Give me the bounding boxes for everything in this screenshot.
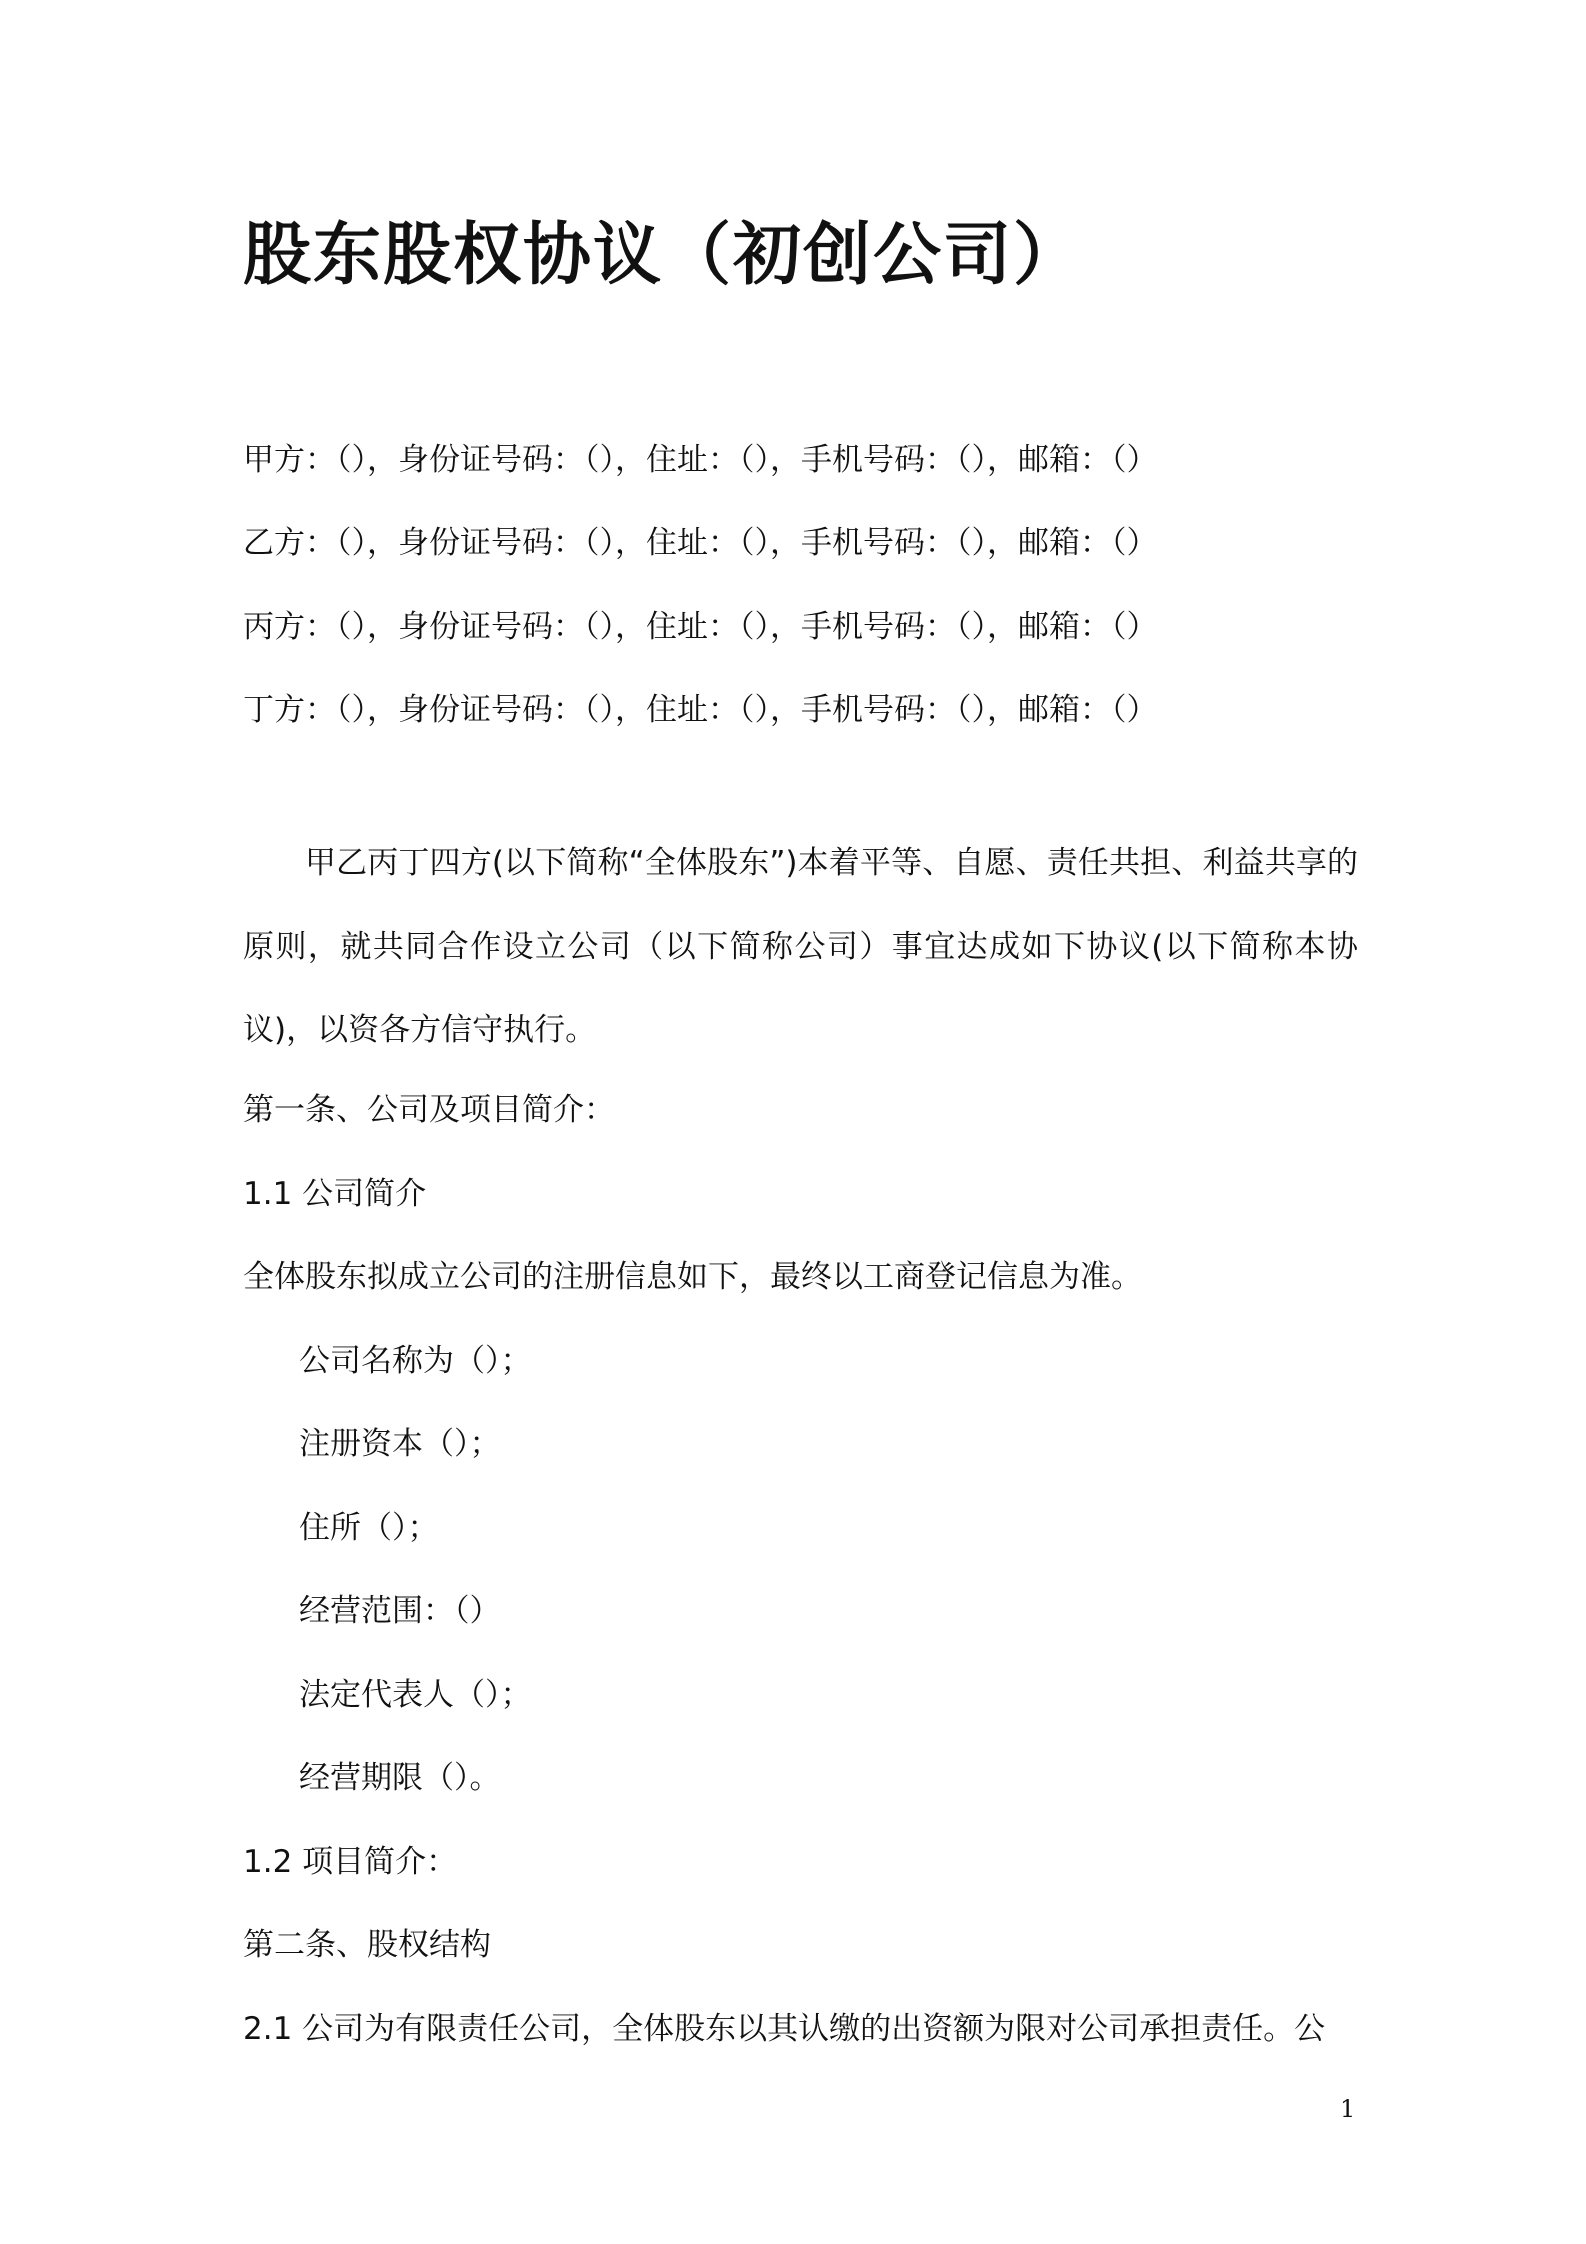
company-item-capital: 注册资本（）；: [299, 1426, 501, 1462]
party-line-jia: 甲方：（），身份证号码：（），住址：（），手机号码：（），邮箱：（）: [243, 442, 1158, 478]
intro-paragraph: 甲乙丙丁四方(以下简称“全体股东”)本着平等、自愿、责任共担、利益共享的原则，就共同合作设立公司（以下简称公司）事宜达成如下协议(以下简称本协议)，以资各方信守执行。: [243, 845, 1358, 1048]
section-1-1-text: 全体股东拟成立公司的注册信息如下，最终以工商登记信息为准。: [243, 1259, 1142, 1295]
company-item-address: 住所（）；: [299, 1510, 439, 1546]
section-2-1-text: 2.1 公司为有限责任公司，全体股东以其认缴的出资额为限对公司承担责任。公: [243, 2011, 1326, 2047]
party-line-yi: 乙方：（），身份证号码：（），住址：（），手机号码：（），邮箱：（）: [243, 525, 1158, 561]
party-line-ding: 丁方：（），身份证号码：（），住址：（），手机号码：（），邮箱：（）: [243, 692, 1158, 728]
company-item-legal-rep: 法定代表人（）；: [299, 1677, 532, 1713]
article-1-heading: 第一条、公司及项目简介：: [243, 1092, 615, 1128]
document-title: 股东股权协议（初创公司）: [243, 216, 1084, 295]
page-number: 1: [1340, 2095, 1356, 2123]
party-line-bing: 丙方：（），身份证号码：（），住址：（），手机号码：（），邮箱：（）: [243, 609, 1158, 645]
article-2-heading: 第二条、股权结构: [243, 1927, 491, 1963]
company-item-name: 公司名称为（）；: [299, 1343, 532, 1379]
company-item-term: 经营期限（）。: [299, 1760, 501, 1796]
company-item-scope: 经营范围：（）: [299, 1593, 501, 1629]
section-1-1-heading: 1.1 公司简介: [243, 1176, 427, 1212]
section-1-2-heading: 1.2 项目简介：: [243, 1844, 458, 1880]
